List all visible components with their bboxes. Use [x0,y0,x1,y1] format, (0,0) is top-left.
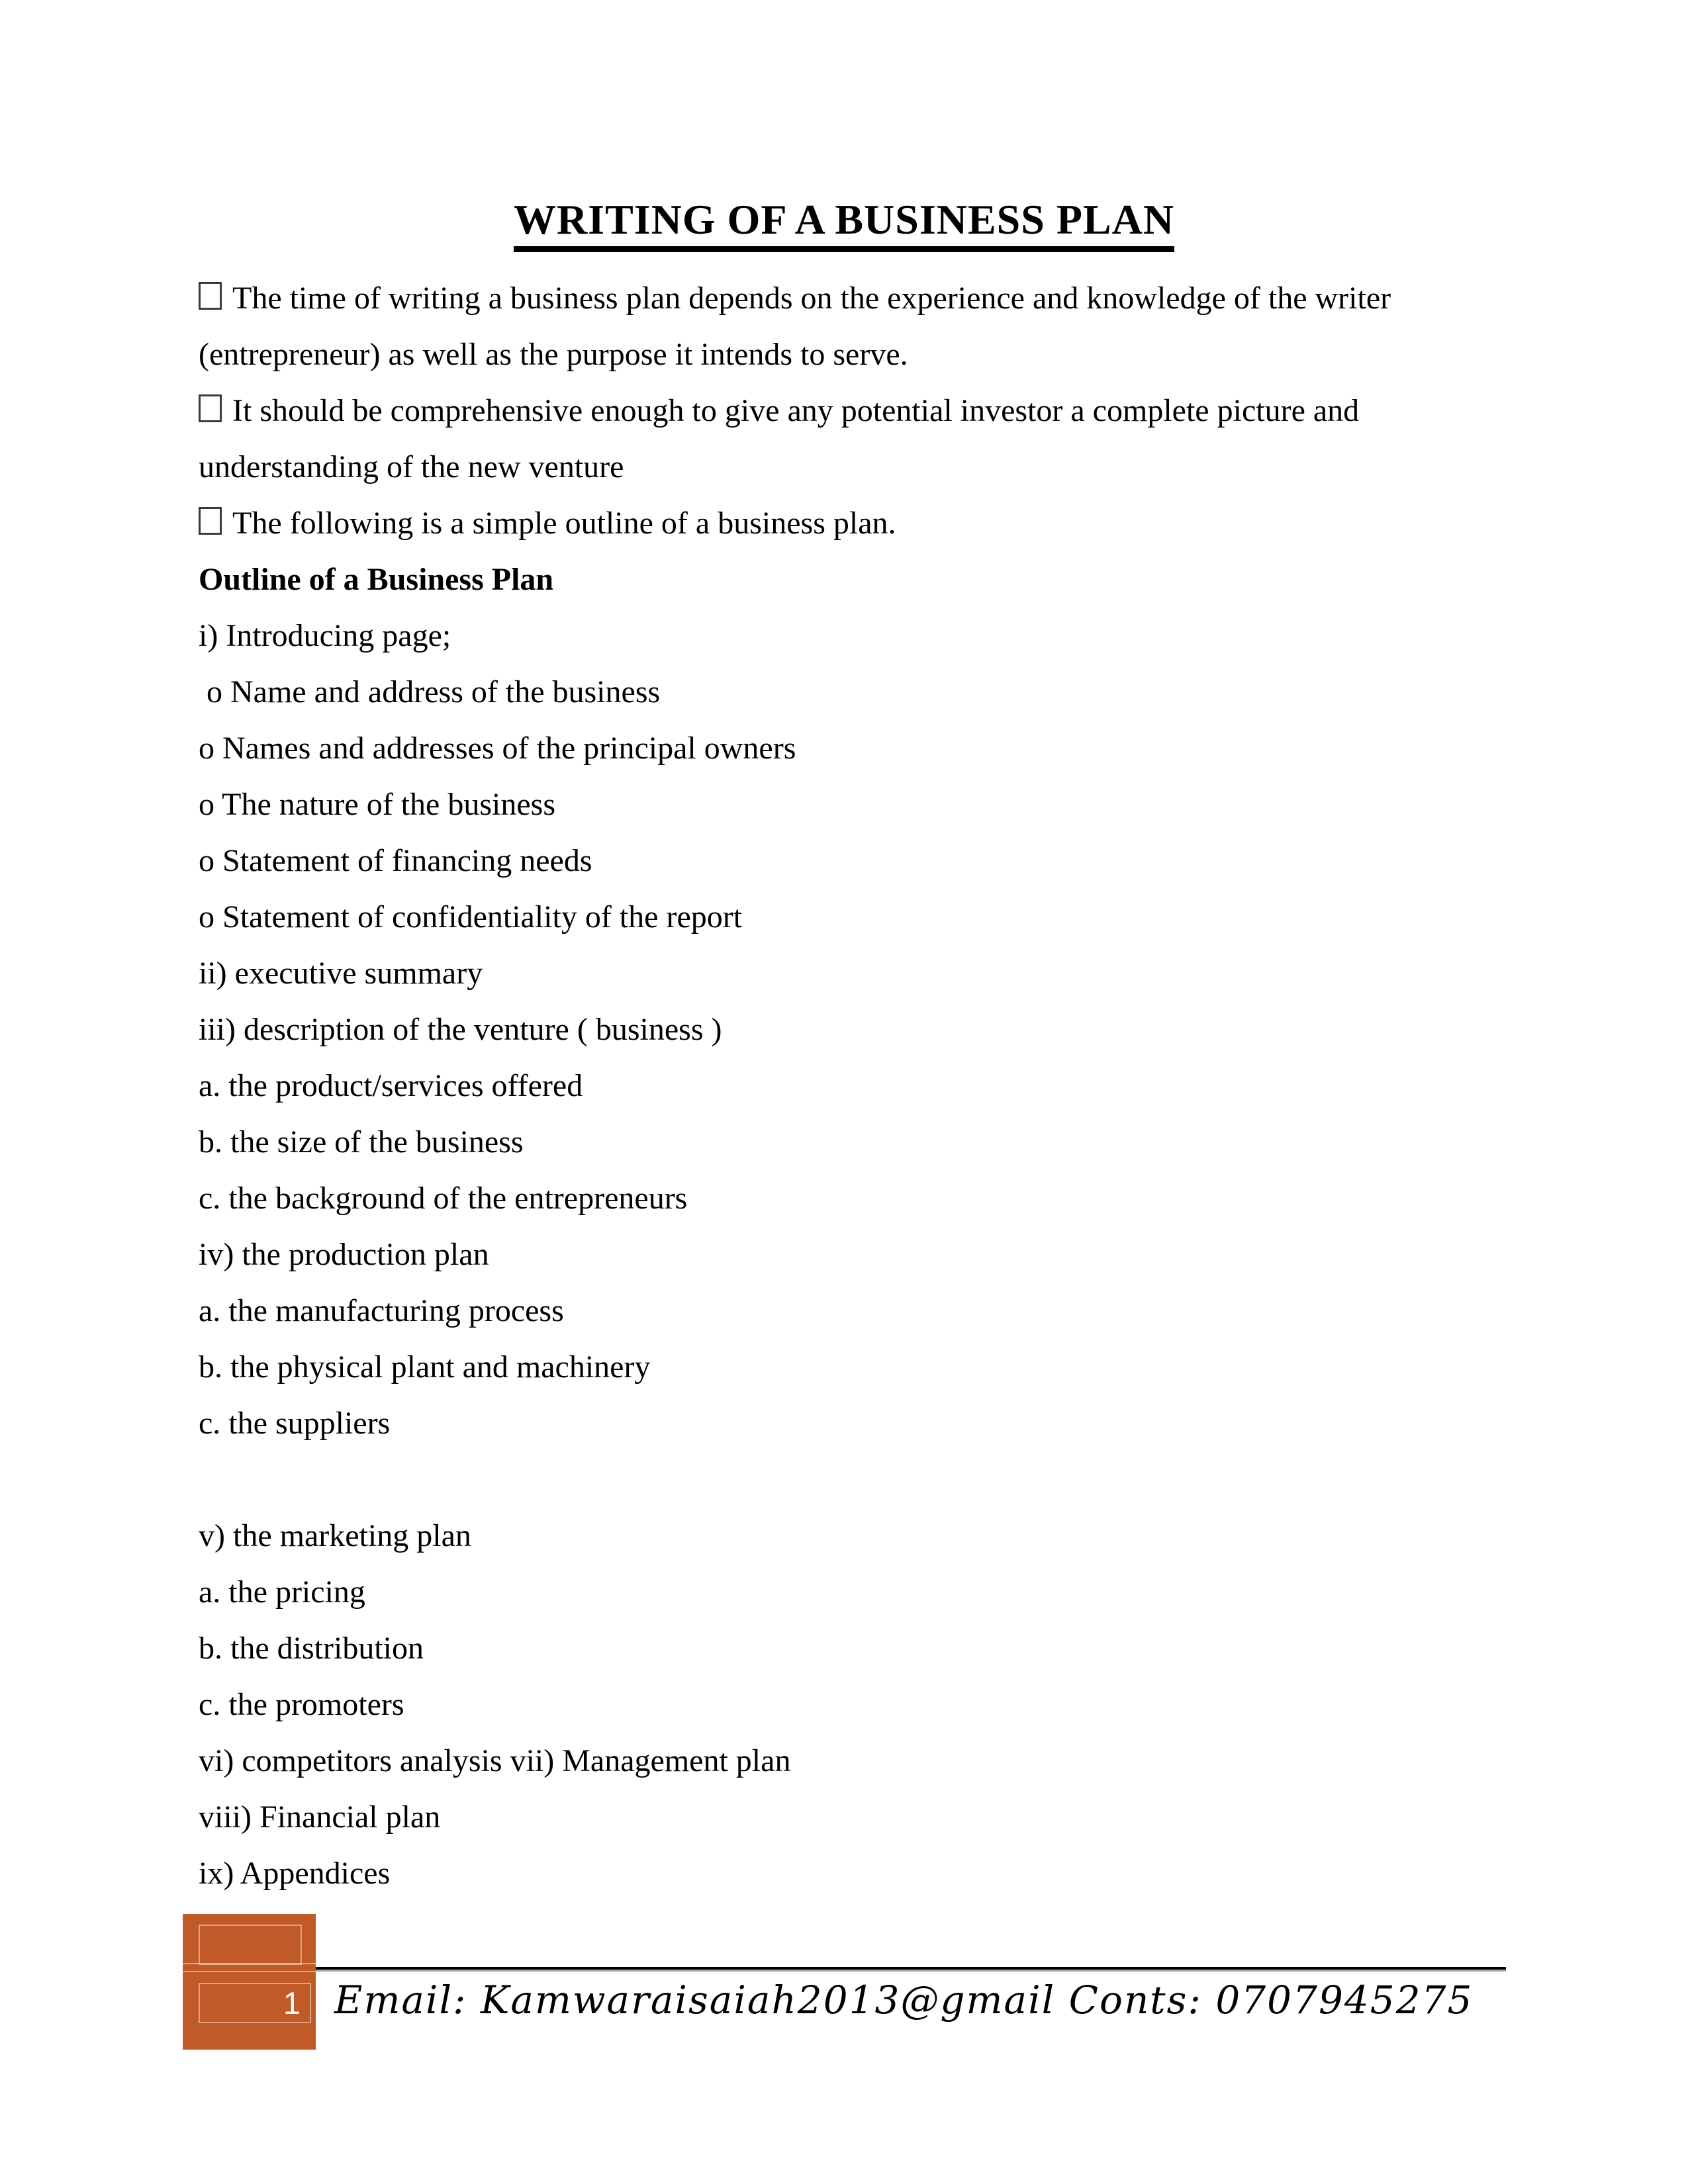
checkbox-bullet-icon [199,282,222,310]
list-item [199,270,1523,326]
checkbox-bullet-icon [199,507,222,535]
list-item [199,1789,1523,1845]
list-item [199,1339,1523,1395]
list-item [199,1114,1523,1170]
page-number: 1 [283,1985,301,2021]
list-item [199,833,1523,889]
line-text: c. the background of the entrepreneurs [199,1181,688,1216]
line-text: o The nature of the business [199,787,555,822]
list-item [199,326,1523,383]
line-text: b. the distribution [199,1631,424,1666]
section-heading [199,551,1523,608]
checkbox-bullet-icon [199,394,222,422]
list-item [199,1058,1523,1114]
list-item [199,1283,1523,1339]
list-item [199,776,1523,833]
line-text: v) the marketing plan [199,1518,471,1553]
list-item [199,1395,1523,1451]
list-item [199,1845,1523,1901]
line-text: iv) the production plan [199,1237,489,1272]
line-text: ix) Appendices [199,1856,391,1891]
line-text: vi) competitors analysis vii) Management plan [199,1743,791,1778]
line-text: Outline of a Business Plan [199,562,554,597]
line-text: o Names and addresses of the principal owners [199,731,796,766]
document-body [199,270,1523,1901]
list-item [199,1620,1523,1676]
line-text: c. the promoters [199,1687,404,1722]
line-text: The following is a simple outline of a business plan. [232,506,896,541]
page-title [0,195,1688,244]
page-number-panel [199,1983,311,2023]
line-text: o Statement of confidentiality of the report [199,899,743,934]
list-item [199,1001,1523,1058]
line-text: understanding of the new venture [199,449,624,484]
footer-contact-text: Email: Kamwaraisaiah2013@gmail Conts: 0707945275 [334,1978,1474,2023]
line-text: It should be comprehensive enough to give any potential investor a complete picture and [232,393,1360,428]
line-text: b. the physical plant and machinery [199,1349,651,1385]
page-number-box-divider [183,1963,316,1964]
list-item [199,383,1523,439]
list-item [199,608,1523,664]
list-item [199,889,1523,945]
line-text: c. the suppliers [199,1406,391,1441]
line-text: The time of writing a business plan depends on the experience and knowledge of the writer [232,281,1391,316]
line-text: b. the size of the business [199,1124,524,1160]
line-text: i) Introducing page; [199,618,451,653]
line-text: iii) description of the venture ( business ) [199,1012,722,1047]
list-item [199,664,1523,720]
page-title-text: WRITING OF A BUSINESS PLAN [514,196,1174,252]
list-item [199,1564,1523,1620]
line-text: o Statement of financing needs [199,843,592,878]
line-text: ii) executive summary [199,956,483,991]
list-item [199,1226,1523,1283]
footer-rule [316,1967,1506,1970]
list-item [199,945,1523,1001]
list-item [199,720,1523,776]
list-item [199,1733,1523,1789]
line-text: a. the manufacturing process [199,1293,564,1328]
list-item [199,439,1523,495]
line-text: (entrepreneur) as well as the purpose it intends to serve. [199,337,908,372]
line-text: viii) Financial plan [199,1799,441,1835]
line-text: o Name and address of the business [199,674,661,709]
list-item [199,1508,1523,1564]
blank-line [199,1451,1523,1508]
list-item [199,495,1523,551]
page-number-box-divider [183,1971,316,1972]
list-item [199,1676,1523,1733]
page-number-box [183,1914,316,2050]
list-item [199,1170,1523,1226]
page-number-box-top-panel [199,1925,302,1965]
line-text: a. the pricing [199,1574,365,1610]
line-text: a. the product/services offered [199,1068,583,1103]
